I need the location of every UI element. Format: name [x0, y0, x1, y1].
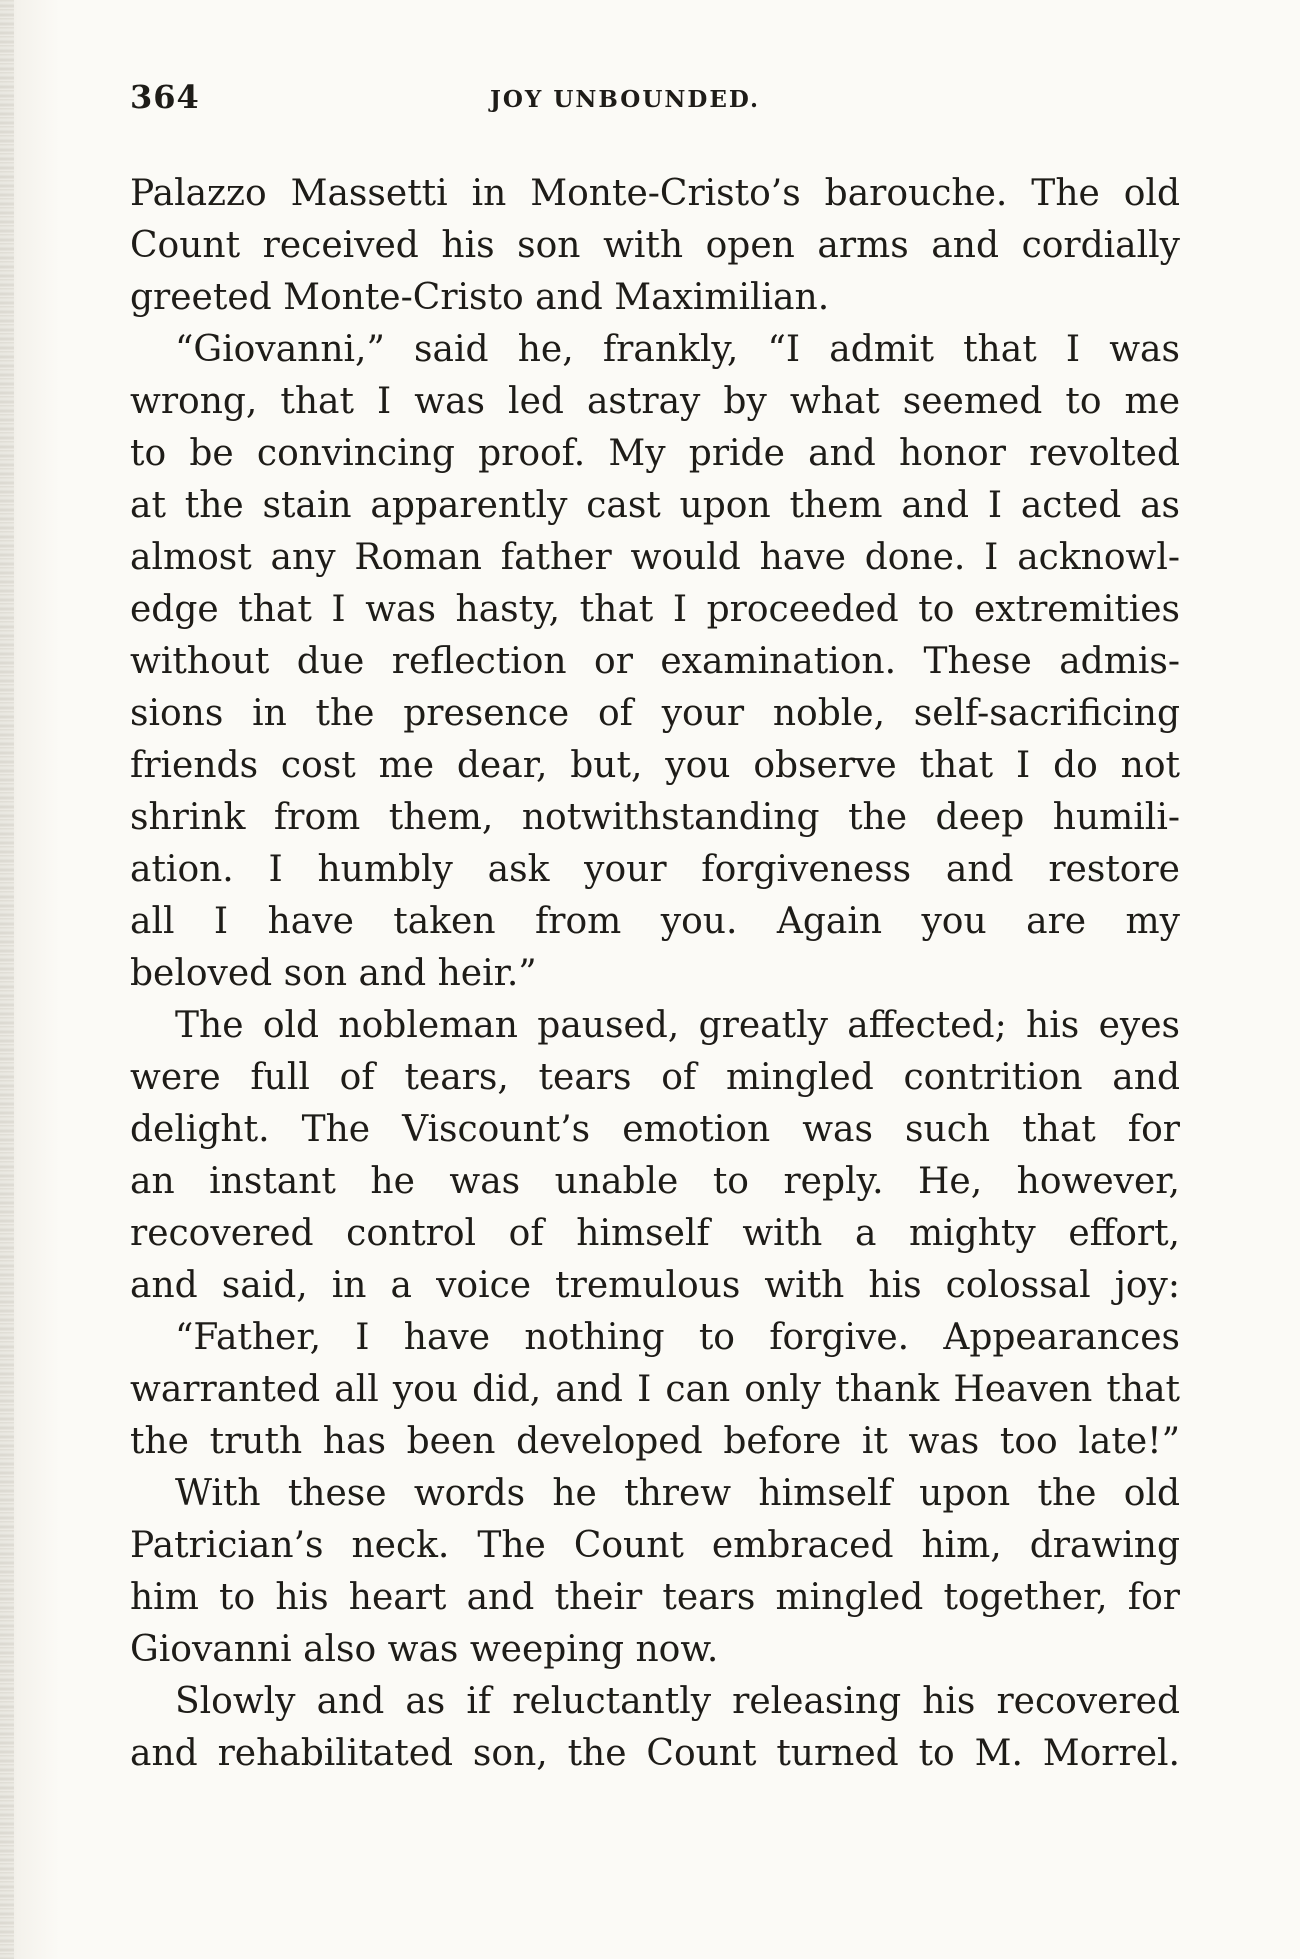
text-line: Count received his son with open arms and cordially [130, 225, 1180, 266]
text-line: an instant he was unable to reply. He, however, [130, 1161, 1180, 1202]
body-text [130, 168, 1180, 1780]
text-line: “Father, I have nothing to forgive. Appearances [175, 1317, 1180, 1358]
text-line: without due reflection or examination. These admis- [130, 641, 1180, 682]
text-line: With these words he threw himself upon the old [175, 1473, 1180, 1514]
text-line: and said, in a voice tremulous with his colossal joy: [130, 1265, 1180, 1306]
text-line: friends cost me dear, but, you observe that I do not [130, 745, 1180, 786]
text-line: Patrician’s neck. The Count embraced him, drawing [130, 1525, 1180, 1566]
binding-edge [0, 0, 14, 1959]
text-line: all I have taken from you. Again you are my [130, 901, 1180, 942]
text-line: recovered control of himself with a mighty effort, [130, 1213, 1180, 1254]
text-line: “Giovanni,” said he, frankly, “I admit that I was [175, 329, 1180, 370]
text-line: the truth has been developed before it was too late!” [130, 1421, 1180, 1462]
text-line: greeted Monte-Cristo and Maximilian. [130, 277, 830, 318]
text-line: him to his heart and their tears mingled together, for [130, 1577, 1180, 1618]
running-head [130, 78, 1180, 128]
text-line: beloved son and heir.” [130, 953, 537, 994]
text-line: wrong, that I was led astray by what seemed to me [130, 381, 1180, 422]
text-line: and rehabilitated son, the Count turned to M. Morrel. [130, 1733, 1180, 1774]
text-line: The old nobleman paused, greatly affected; his eyes [175, 1005, 1180, 1046]
text-line: ation. I humbly ask your forgiveness and restore [130, 849, 1180, 890]
running-title: JOY UNBOUNDED. [490, 86, 761, 113]
text-line: shrink from them, notwithstanding the deep humili- [130, 797, 1180, 838]
text-line: Giovanni also was weeping now. [130, 1629, 719, 1670]
page-number: 364 [130, 78, 200, 116]
text-line: edge that I was hasty, that I proceeded to extremities [130, 589, 1180, 630]
text-line: Slowly and as if reluctantly releasing his recovered [175, 1681, 1180, 1722]
text-line: sions in the presence of your noble, self-sacrificing [130, 693, 1180, 734]
text-line: to be convincing proof. My pride and honor revolted [130, 433, 1180, 474]
text-line: warranted all you did, and I can only thank Heaven that [130, 1369, 1180, 1410]
text-line: were full of tears, tears of mingled contrition and [130, 1057, 1180, 1098]
text-line: Palazzo Massetti in Monte-Cristo’s barouche. The old [130, 173, 1180, 214]
text-line: at the stain apparently cast upon them and I acted as [130, 485, 1180, 526]
text-line: delight. The Viscount’s emotion was such that for [130, 1109, 1180, 1150]
text-line: almost any Roman father would have done. I acknowl- [130, 537, 1180, 578]
